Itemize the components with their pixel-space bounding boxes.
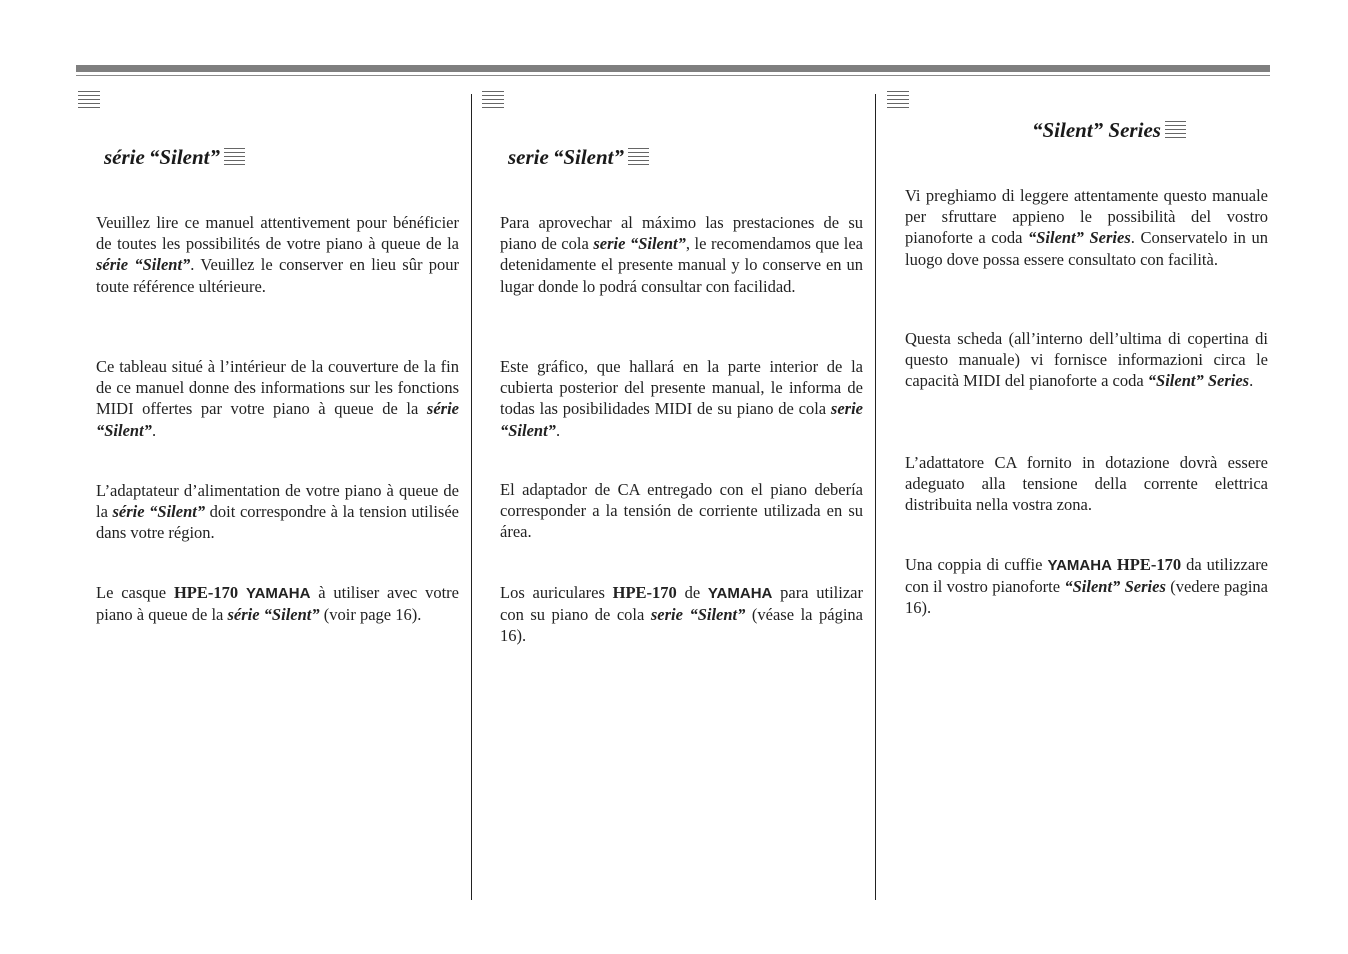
paragraph-es-3: El adaptador de CA entregado con el piano debería corresponder a la tensión de corriente utilizada en su área. (500, 480, 863, 542)
paragraph-fr-4: Le casque HPE-170 YAMAHA à utiliser avec votre piano à queue de la série “Silent” (voir page 16). (96, 583, 459, 625)
paragraph-it-3: L’adattatore CA fornito in dotazione dovrà essere adeguato alla tensione della corrente elettrica distribuita nella vostra zona. (905, 453, 1268, 515)
missing-glyph-icon (482, 91, 504, 111)
paragraph-it-1: Vi preghiamo di leggere attentamente questo manuale per sfruttare appieno le possibilità del vostro pianoforte a coda “Silent” Series. Conservatelo in un luogo dove possa essere consultato con facilità. (905, 186, 1268, 269)
paragraph-es-4: Los auriculares HPE-170 de YAMAHA para utilizar con su piano de cola serie “Silent” (véase la página 16). (500, 583, 863, 646)
heading-french: série “Silent” (104, 145, 245, 170)
paragraph-fr-2: Ce tableau situé à l’intérieur de la couverture de la fin de ce manuel donne des informations sur les fonctions MIDI offertes par votre piano à queue de la série “Silent”. (96, 357, 459, 440)
missing-glyph-icon (887, 91, 909, 111)
missing-glyph-icon (224, 148, 245, 168)
heading-spanish: serie “Silent” (508, 145, 649, 170)
paragraph-fr-1: Veuillez lire ce manuel attentivement pour bénéficier de toutes les possibilités de votre piano à queue de la série “Silent”. Veuillez le conserver en lieu sûr pour toute référence ultérieure. (96, 213, 459, 296)
column-divider-2 (875, 94, 876, 900)
paragraph-es-1: Para aprovechar al máximo las prestaciones de su piano de cola serie “Silent”, le recomendamos que lea detenidamente el presente manual y lo conserve en un lugar donde lo podrá consultar con facilidad. (500, 213, 863, 296)
paragraph-es-2: Este gráfico, que hallará en la parte interior de la cubierta posterior del presente manual, le informa de todas las posibilidades MIDI de su piano de cola serie “Silent”. (500, 357, 863, 440)
paragraph-it-2: Questa scheda (all’interno dell’ultima di copertina di questo manuale) vi fornisce informazioni circa le capacità MIDI del pianoforte a coda “Silent” Series. (905, 329, 1268, 391)
missing-glyph-icon (1165, 121, 1186, 141)
paragraph-it-4: Una coppia di cuffie YAMAHA HPE-170 da utilizzare con il vostro pianoforte “Silent” Series (vedere pagina 16). (905, 555, 1269, 618)
missing-glyph-icon (628, 148, 649, 168)
paragraph-fr-3: L’adaptateur d’alimentation de votre piano à queue de la série “Silent” doit correspondre à la tension utilisée dans votre région. (96, 481, 459, 543)
top-rule-thin (76, 75, 1270, 76)
heading-italian: “Silent” Series (1032, 118, 1186, 143)
column-divider-1 (471, 94, 472, 900)
missing-glyph-icon (78, 91, 100, 111)
top-rule-thick (76, 65, 1270, 72)
